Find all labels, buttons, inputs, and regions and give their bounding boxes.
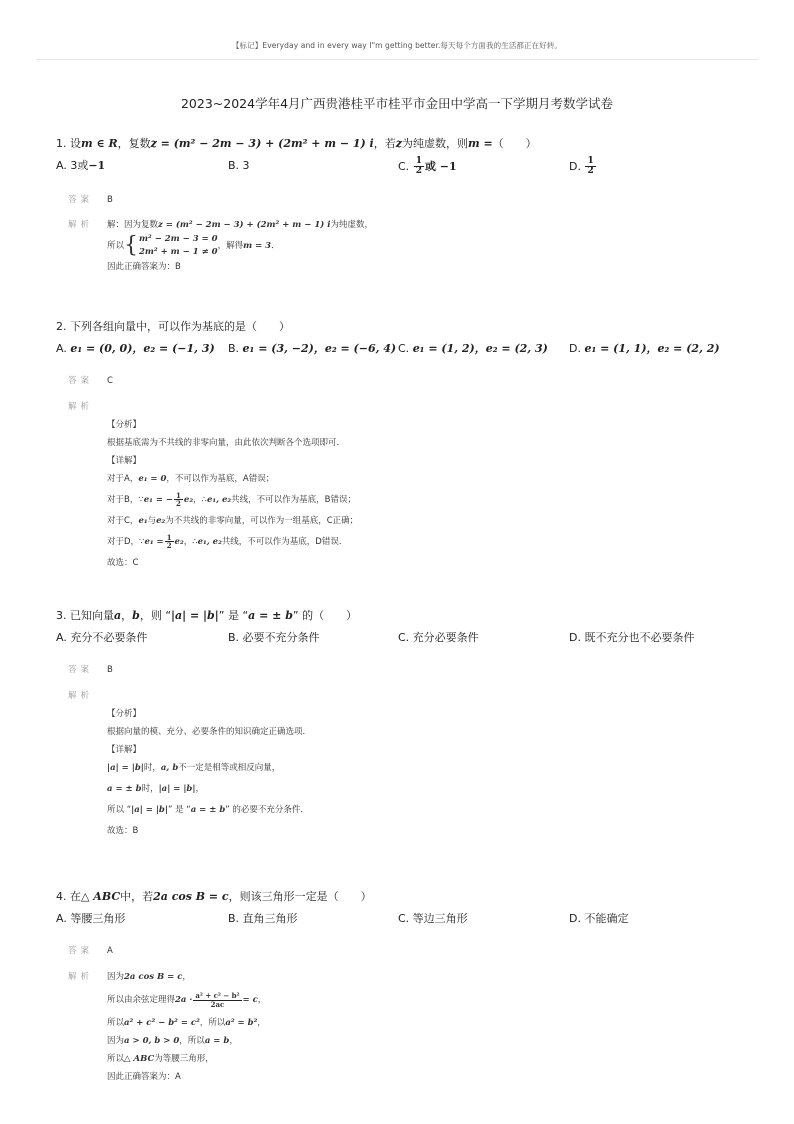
option-b: B. 必要不充分条件	[228, 631, 320, 644]
question-2	[56, 318, 756, 572]
answer-label: 答案	[68, 946, 94, 956]
question-2-options	[56, 340, 756, 358]
answer-value: C	[107, 376, 113, 386]
analysis-block: 解析 【分析】 根据基底需为不共线的非零向量，由此依次判断各个选项即可． 【详解】 对于A，e₁ = 0，不可以作为基底，A错误； 对于B，∵e₁ = − $\frac{1}{2}$ e₂，∴e₁, e₂共线，不可以作为基底，B错误； 对于C，e₁与e₂为不共线的非零向量，可以作为一组基底，C正确； 对于D，∵e₁ = $\frac{1}{2}$ e₂，∴e₁, e₂共线，不可以作为基底，D错误． 故选：C	[56, 398, 756, 572]
answer-row	[56, 193, 756, 207]
answer-row	[56, 944, 756, 958]
fraction: $\frac{1}{2}$	[587, 156, 594, 177]
analysis-label: 解析	[68, 220, 94, 230]
answer-value: A	[107, 946, 113, 956]
question-2-stem: 2. 下列各组向量中，可以作为基底的是（ ）	[56, 320, 290, 333]
option-c: C. e₁ = (1, 2)，e₂ = (2, 3)	[398, 342, 548, 355]
analysis-block: 解析 解：因为复数z = (m² − 2m − 3) + (2m² + m − 1) i为纯虚数， 所以 { m² − 2m − 3 = 0 2m² + m − 1 ≠ 0 ，解得 m = 3 ． 因此正确答案为：B	[56, 216, 756, 276]
answer-row	[56, 663, 756, 677]
option-c: C. 等边三角形	[398, 912, 468, 925]
header-divider	[36, 59, 758, 60]
answer-value: B	[107, 195, 113, 205]
question-3-options	[56, 629, 756, 647]
equation-system: { m² − 2m − 3 = 0 2m² + m − 1 ≠ 0	[124, 233, 218, 258]
option-d: D. 不能确定	[569, 912, 629, 925]
page-title: 2023~2024学年4月广西贵港桂平市桂平市金田中学高一下学期月考数学试卷	[180, 96, 614, 111]
answer-label: 答案	[68, 376, 94, 386]
option-a: A. 充分不必要条件	[56, 631, 148, 644]
option-d: D. 既不充分也不必要条件	[569, 631, 695, 644]
option-b: B. e₁ = (3, −2)，e₂ = (−6, 4)	[228, 342, 397, 355]
option-d: D. $\frac{1}{2}$	[569, 156, 594, 177]
question-1-options	[56, 157, 756, 175]
question-1	[56, 135, 756, 276]
answer-label: 答案	[68, 665, 94, 675]
option-a: A. 等腰三角形	[56, 912, 126, 925]
question-3-stem: 3. 已知向量a，b，则 “|a| = |b|” 是 “a = ± b” 的（ ）	[56, 609, 358, 622]
analysis-block: 解析 【分析】 根据向量的模、充分、必要条件的知识确定正确选项． 【详解】 |a| = |b|时，a, b不一定是相等或相反向量， a = ± b时，|a| = |b|， 所以 “|a| = |b|” 是 “a = ± b” 的必要不充分条件． 故选：B	[56, 687, 756, 840]
analysis-block: 解析 因为2a cos B = c， 所以由余弦定理得 2a · $\frac{\text{a² + c² − b²}}{2ac}$ = c ， 所以a² + c² − b² = c²，所以a² = b²， 因为a > 0, b > 0，所以a = b， 所以△ ABC为等腰三角形， 因此正确答案为：A	[56, 968, 756, 1086]
answer-label: 答案	[68, 195, 94, 205]
header-note: 【标记】Everyday and in every way I"m getting better.每天每个方面我的生活都正在好转。	[231, 41, 563, 50]
analysis-label: 解析	[68, 972, 94, 982]
question-1-stem: 1. 设m ∈ R，复数z = (m² − 2m − 3) + (2m² + m − 1) i，若z为纯虚数，则m =（ ）	[56, 137, 537, 150]
question-4-stem: 4. 在△ ABC中，若2a cos B = c，则该三角形一定是（ ）	[56, 890, 372, 903]
question-4	[56, 888, 756, 1086]
option-b: B. 直角三角形	[228, 912, 298, 925]
option-c: C. 充分必要条件	[398, 631, 479, 644]
option-c: C. $\frac{1}{2}$ 或 −1	[398, 156, 457, 177]
fraction: $\frac{1}{2}$	[415, 156, 422, 177]
answer-row	[56, 374, 756, 388]
analysis-label: 解析	[68, 691, 94, 701]
analysis-label: 解析	[68, 402, 94, 412]
option-a: A. 3或−1	[56, 159, 106, 172]
question-4-options	[56, 910, 756, 928]
question-3	[56, 607, 756, 840]
option-a: A. e₁ = (0, 0)，e₂ = (−1, 3)	[56, 342, 215, 355]
answer-value: B	[107, 665, 113, 675]
option-b: B. 3	[228, 159, 250, 172]
option-d: D. e₁ = (1, 1)，e₂ = (2, 2)	[569, 342, 720, 355]
